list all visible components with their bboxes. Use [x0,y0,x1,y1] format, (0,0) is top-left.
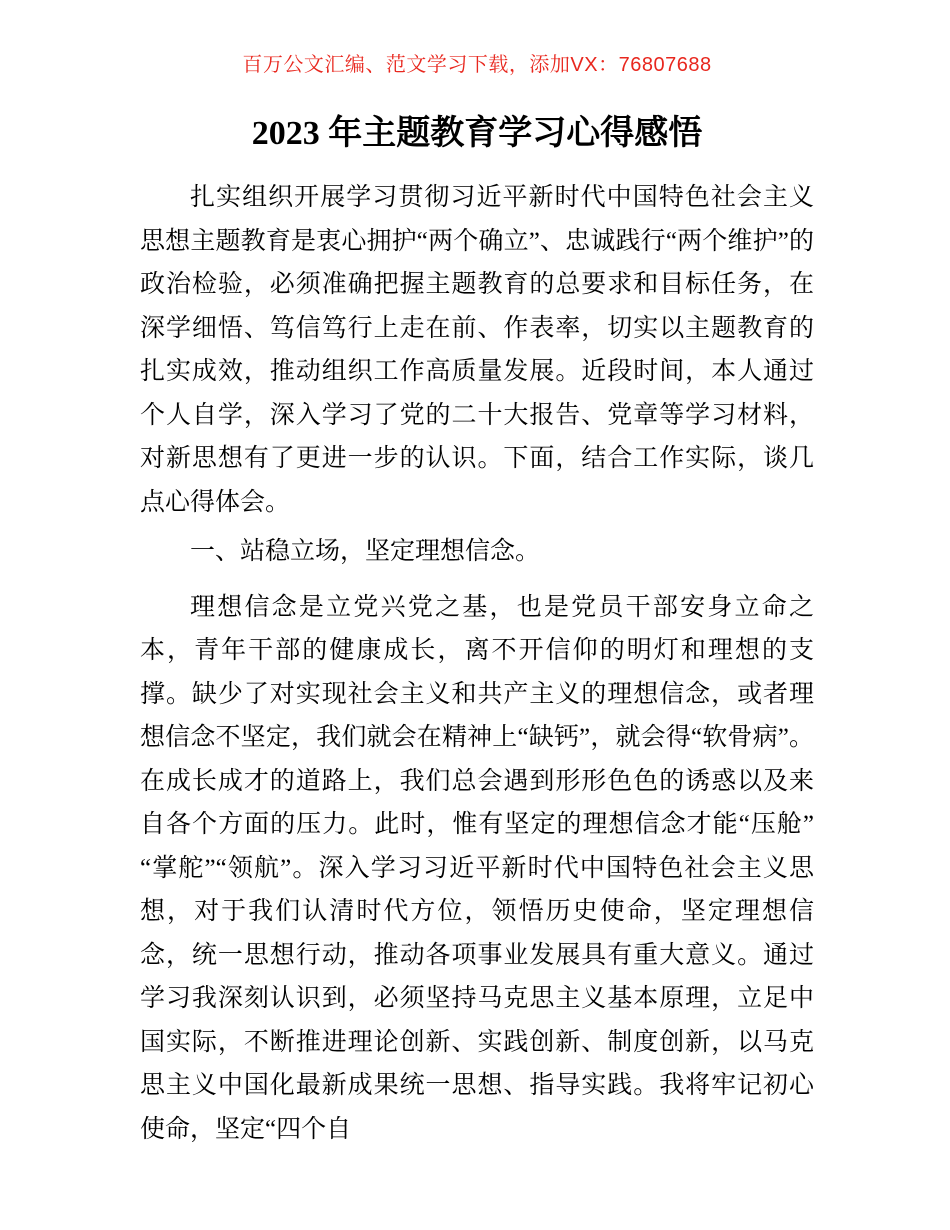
page-title: 2023 年主题教育学习心得感悟 [251,115,703,152]
section-heading-1: 一、站稳立场，坚定理想信念。 [190,538,541,565]
watermark-banner: 百万公文汇编、范文学习下载，添加VX：76807688 [242,54,712,76]
document-body [140,176,814,1151]
paragraph-section-1: 理想信念是立党兴党之基，也是党员干部安身立命之本，青年干部的健康成长，离不开信仰的明灯和理想的支撑。缺少了对实现社会主义和共产主义的理想信念，或者理想信念不坚定，我们就会在精神上“缺钙”，就会得“软骨病”。在成长成才的道路上，我们总会遇到形形色色的诱惑以及来自各个方面的压力。此时，惟有坚定的理想信念才能“压舱”“掌舵”“领航”。深入学习习近平新时代中国特色社会主义思想，对于我们认清时代方位，领悟历史使命，坚定理想信念，统一思想行动，推动各项事业发展具有重大意义。通过学习我深刻认识到，必须坚持马克思主义基本原理，立足中国实际，不断推进理论创新、实践创新、制度创新，以马克思主义中国化最新成果统一思想、指导实践。我将牢记初心使命，坚定“四个自 [140,593,814,1143]
paragraph-intro: 扎实组织开展学习贯彻习近平新时代中国特色社会主义思想主题教育是衷心拥护“两个确立”、忠诚践行“两个维护”的政治检验，必须准确把握主题教育的总要求和目标任务，在深学细悟、笃信笃行上走在前、作表率，切实以主题教育的扎实成效，推动组织工作高质量发展。近段时间，本人通过个人自学，深入学习了党的二十大报告、党章等学习材料，对新思想有了更进一步的认识。下面，结合工作实际，谈几点心得体会。 [140,184,814,516]
